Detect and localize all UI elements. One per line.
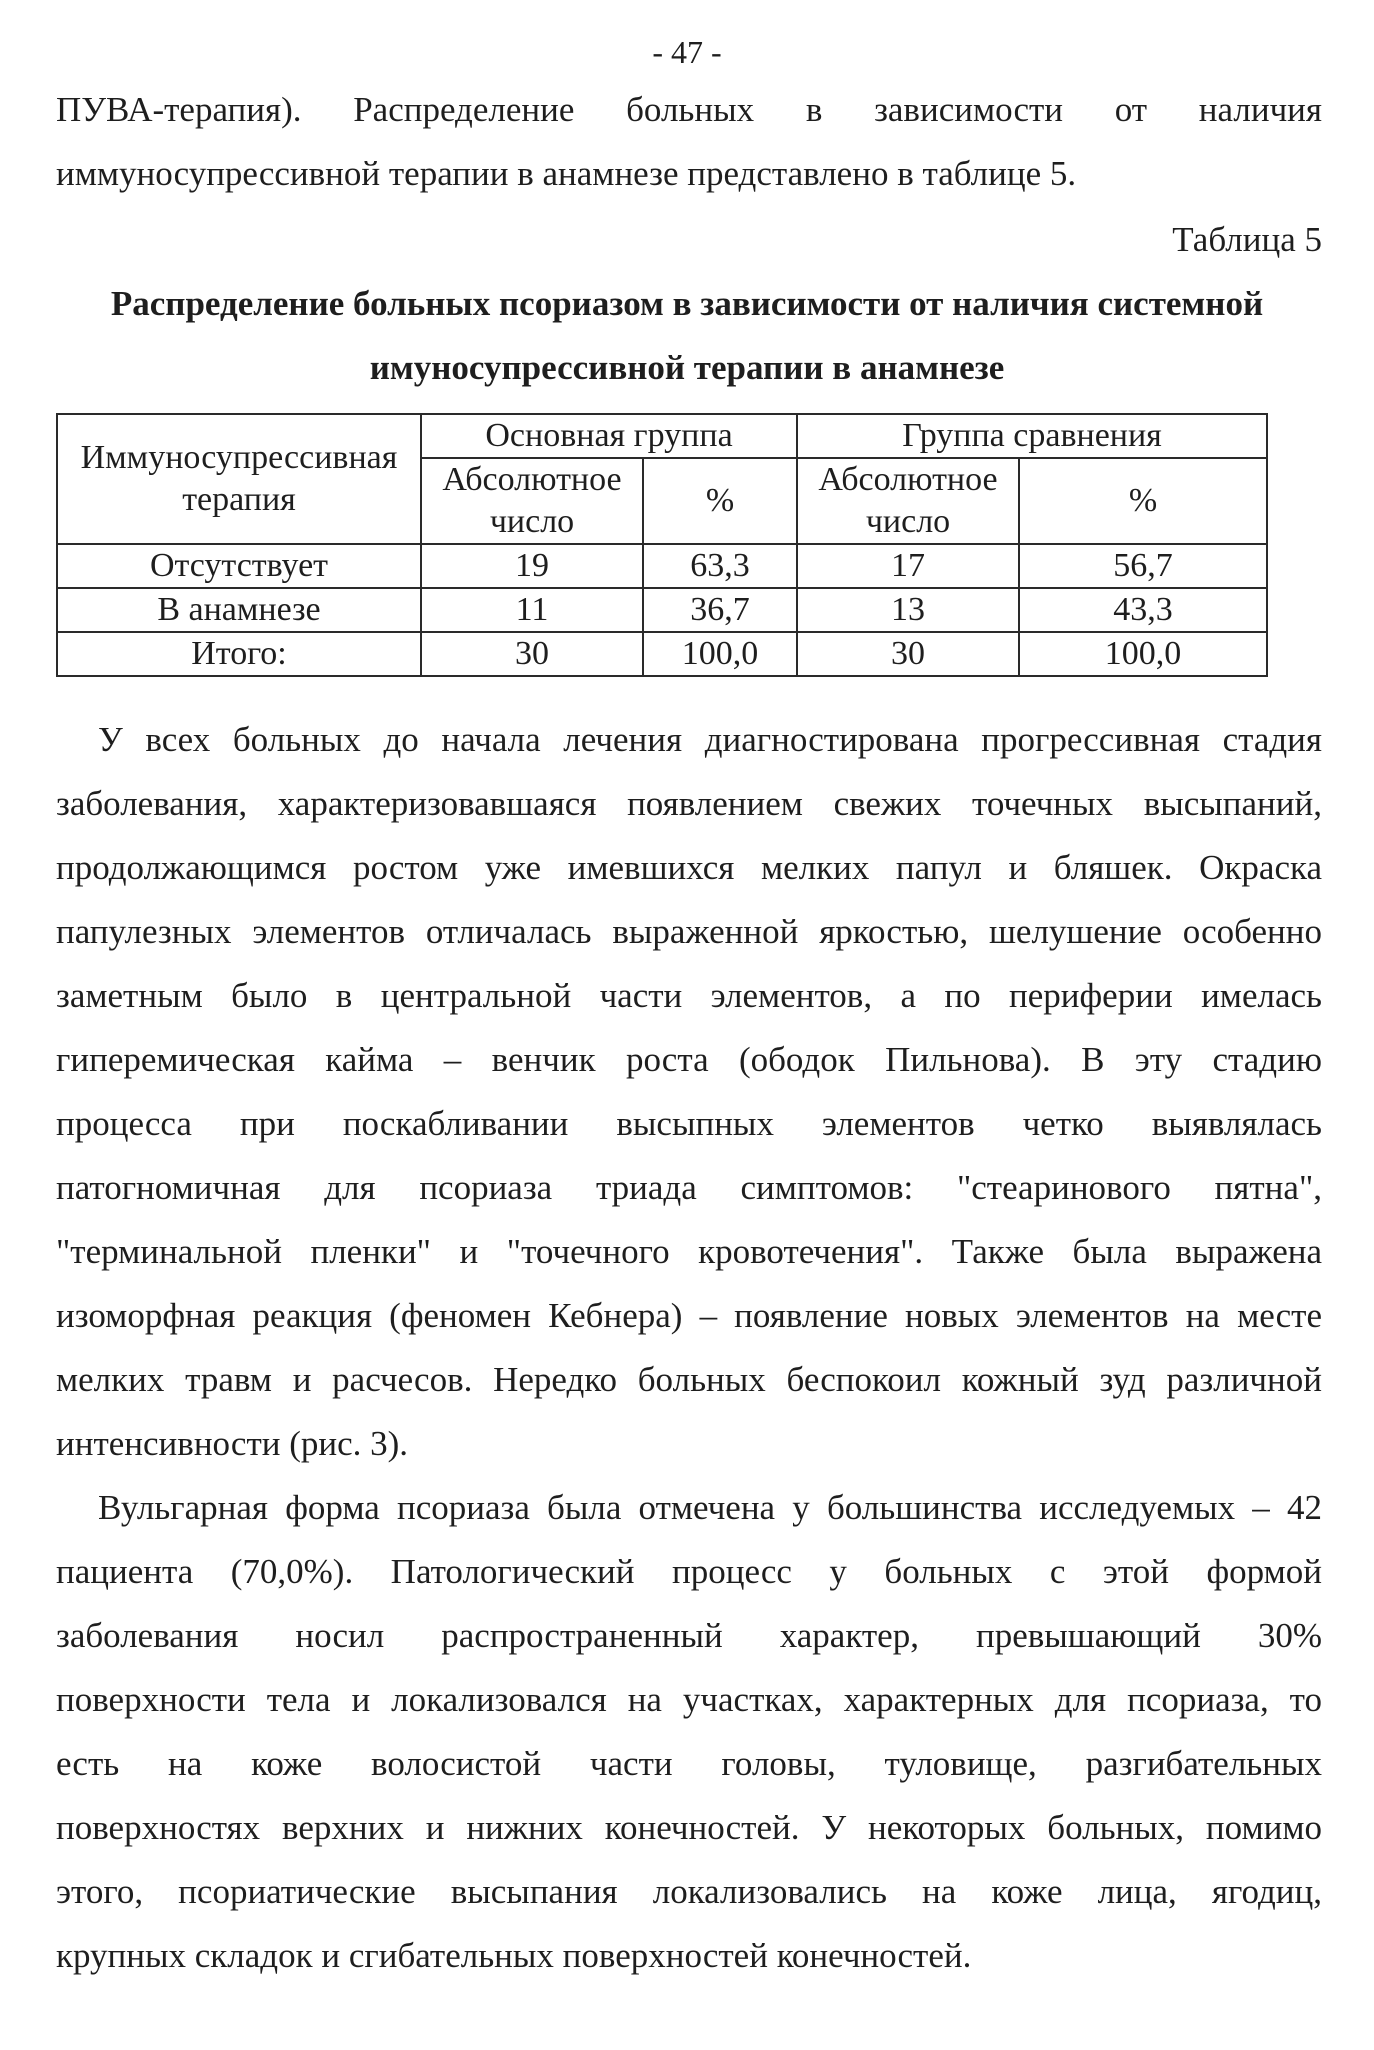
paragraph-line: продолжающимся ростом уже имевшихся мелких папул и бляшек. Окраска [56,848,1322,887]
cell: 19 [421,544,643,588]
cell: 30 [421,632,643,676]
col-abs-header: Абсолютное число [421,458,643,544]
paragraph-line: крупных складок и сгибательных поверхностей конечностей. [56,1936,972,1975]
row-header-cell: Иммуносупрессивная терапия [57,414,421,544]
cell: 56,7 [1019,544,1267,588]
group-compare-header: Группа сравнения [797,414,1267,458]
paragraph-line: У всех больных до начала лечения диагностирована прогрессивная стадия [98,720,1322,759]
cell: 11 [421,588,643,632]
row-label: Отсутствует [57,544,421,588]
intro-line: иммуносупрессивной терапии в анамнезе представлено в таблице 5. [56,154,1077,193]
cell: 100,0 [643,632,797,676]
paragraph-line: патогномичная для псориаза триада симптомов: "стеаринового пятна", [56,1168,1322,1207]
paragraph-line: есть на коже волосистой части головы, туловище, разгибательных [56,1744,1322,1783]
cell: 43,3 [1019,588,1267,632]
table-title: Распределение больных псориазом в зависимости от наличия системной [110,284,1264,323]
group-main-header: Основная группа [421,414,797,458]
paragraph-line: "терминальной пленки" и "точечного кровотечения". Также была выражена [56,1232,1322,1271]
col-abs-header: Абсолютное число [797,458,1019,544]
paragraph-line: папулезных элементов отличалась выраженной яркостью, шелушение особенно [56,912,1322,951]
row-label: Итого: [57,632,421,676]
cell: 36,7 [643,588,797,632]
cell: 63,3 [643,544,797,588]
table-row [57,632,1267,676]
paragraph-line: Вульгарная форма псориаза была отмечена у большинства исследуемых – 42 [98,1488,1322,1527]
paragraph-line: заметным было в центральной части элементов, а по периферии имелась [56,976,1322,1015]
paragraph-line: мелких травм и расчесов. Нередко больных беспокоил кожный зуд различной [56,1360,1322,1399]
col-pct-header: % [1019,458,1267,544]
paragraph-line: изоморфная реакция (феномен Кебнера) – появление новых элементов на месте [56,1296,1322,1335]
page-number: - 47 - [652,34,722,70]
cell: 17 [797,544,1019,588]
paragraph-line: процесса при поскабливании высыпных элементов четко выявлялась [56,1104,1322,1143]
paragraph-line: заболевания, характеризовавшаяся появлением свежих точечных высыпаний, [56,784,1322,823]
paragraph-line: интенсивности (рис. 3). [56,1424,409,1463]
table-row [57,544,1267,588]
paragraph-line: этого, псориатические высыпания локализовались на коже лица, ягодиц, [56,1872,1322,1911]
paragraph-line: пациента (70,0%). Патологический процесс у больных с этой формой [56,1552,1322,1591]
row-label: В анамнезе [57,588,421,632]
paragraph-line: поверхностях верхних и нижних конечностей. У некоторых больных, помимо [56,1808,1322,1847]
col-pct-header: % [643,458,797,544]
table-title: имуносупрессивной терапии в анамнезе [369,348,1005,387]
paragraph-line: поверхности тела и локализовался на участках, характерных для псориаза, то [56,1680,1322,1719]
intro-line: ПУВА-терапия). Распределение больных в зависимости от наличия [56,90,1322,129]
cell: 100,0 [1019,632,1267,676]
paragraph-line: гиперемическая кайма – венчик роста (ободок Пильнова). В эту стадию [56,1040,1322,1079]
paragraph-line: заболевания носил распространенный характер, превышающий 30% [56,1616,1322,1655]
distribution-table [56,413,1268,677]
table-label: Таблица 5 [1172,220,1322,259]
table-row [57,588,1267,632]
cell: 30 [797,632,1019,676]
cell: 13 [797,588,1019,632]
